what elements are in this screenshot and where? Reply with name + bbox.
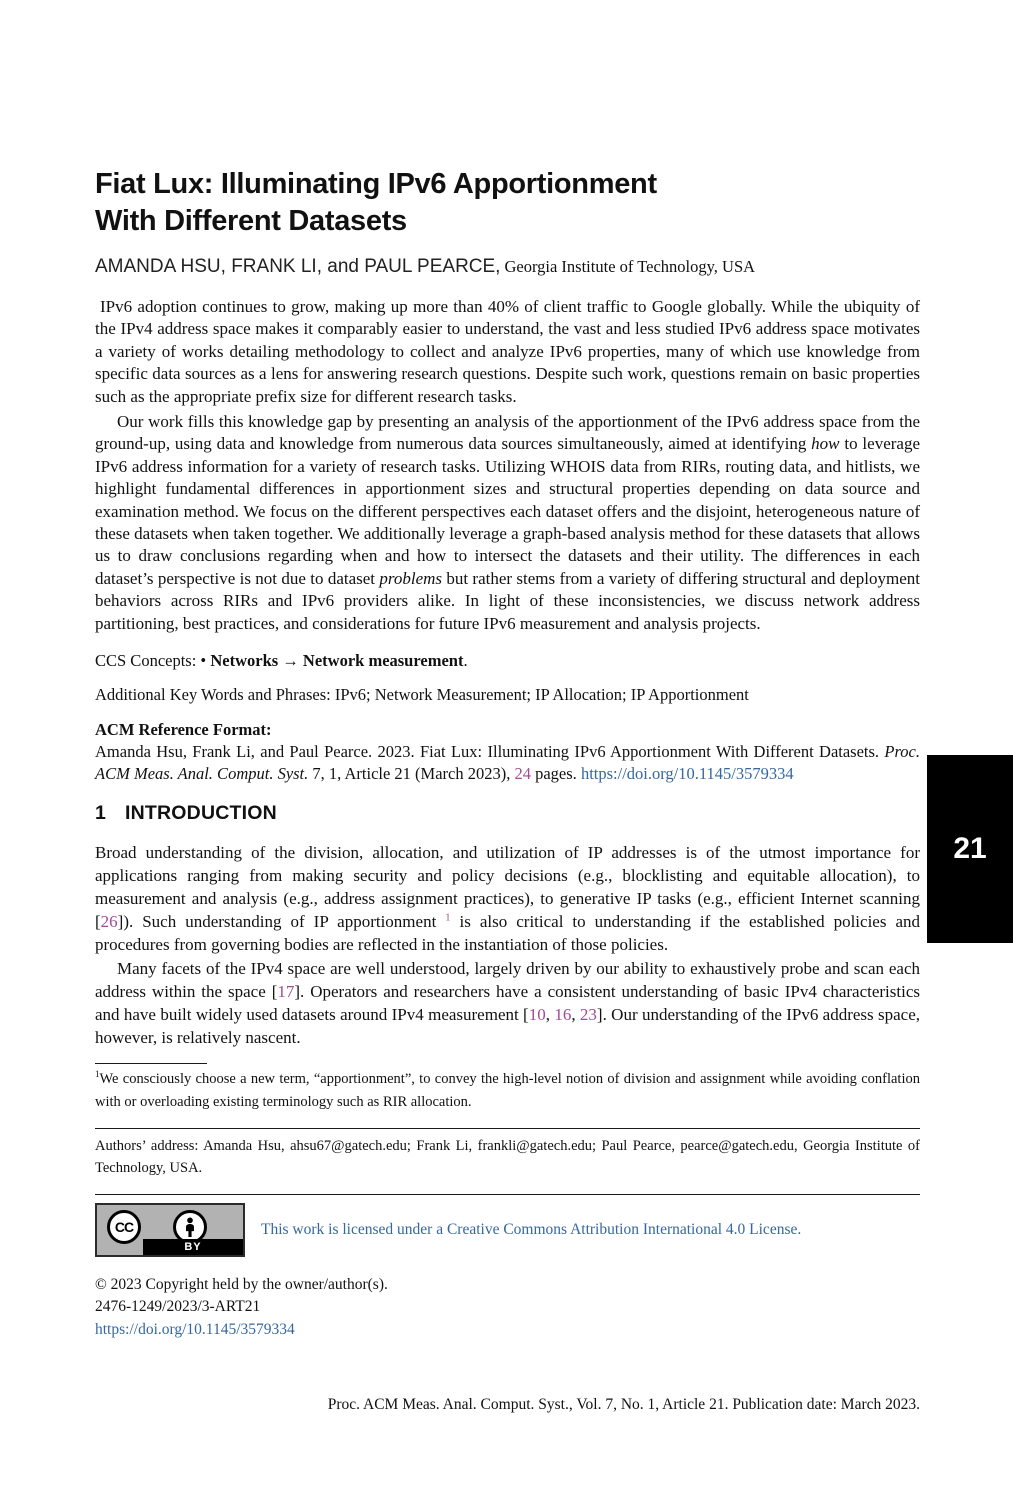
text-segment: We consciously choose a new term, “apportionment”, to convey the high-level notion of division and assignment while avoiding conflation with or overloading existing terminology such as RIR allocation.	[95, 1070, 920, 1110]
copyright-block	[95, 1274, 920, 1342]
text-segment: ,	[545, 1005, 555, 1025]
article-number-tab	[927, 755, 1013, 943]
acm-reference-body	[95, 741, 920, 786]
cc-by-label: BY	[143, 1239, 243, 1255]
text-segment: Many facets of the IPv4 space are well understood, largely driven by our ability to exhaustively probe and scan each address within the space [	[95, 958, 920, 1001]
citation-link[interactable]: 26	[100, 912, 118, 932]
author-affiliation: Georgia Institute of Technology, USA	[504, 257, 756, 276]
cc-logo-text: CC	[114, 1218, 134, 1235]
section-heading-introduction	[95, 801, 920, 825]
text-segment: Networks	[210, 651, 279, 671]
text-segment: ]). Such understanding of IP apportionment	[117, 912, 446, 932]
ccs-concepts	[95, 650, 920, 672]
copyright-line: © 2023 Copyright held by the owner/author(s).	[95, 1275, 388, 1293]
text-segment: Broad understanding of the division, allocation, and utilization of IP addresses is of the utmost importance for applications ranging from making security and policy decisions (e.g., blocklisting and equitable allocation), to measurement and analysis (e.g., address assignment practices), to generative IP tasks (e.g., efficient Internet scanning [	[95, 842, 920, 932]
text-segment: Proc. ACM Meas. Anal. Comput. Syst.	[95, 741, 920, 784]
license-link[interactable]: This work is licensed under a Creative Commons Attribution International 4.0 License.	[261, 1220, 802, 1238]
text-segment: Network measurement	[302, 651, 464, 671]
text-segment: is also critical to understanding if the established policies and procedures from governing bodies are reflected in the instantiation of those policies.	[95, 912, 920, 955]
authors-address: Authors’ address: Amanda Hsu, ahsu67@gatech.edu; Frank Li, frankli@gatech.edu; Paul Pearce, pearce@gatech.edu, Georgia Institute of Technology, USA.	[95, 1138, 920, 1176]
text-segment: →	[278, 651, 303, 671]
text-segment: ]. Operators and researchers have a consistent understanding of basic IPv4 characteristics and have built widely used datasets around IPv4 measurement [	[95, 981, 920, 1025]
cc-logo-icon	[107, 1210, 141, 1244]
divider-rule-top	[95, 1128, 920, 1129]
text-segment: problems	[379, 568, 443, 588]
text-segment: pages.	[530, 764, 581, 784]
page-title	[95, 166, 920, 240]
text-segment: CCS Concepts: •	[95, 651, 211, 671]
text-segment: but rather stems from a variety of differing structural and deployment behaviors across RIRs and IPv6 providers alike. In light of these inconsistencies, we discuss network address partitioning, best practices, and considerations for future IPv6 measurement and analysis projects.	[95, 568, 920, 633]
text-segment: 7, 1, Article 21 (March 2023),	[308, 764, 515, 784]
section-title: INTRODUCTION	[125, 801, 277, 824]
authors-line	[95, 255, 920, 280]
text-segment: Amanda Hsu, Frank Li, and Paul Pearce. 2023. Fiat Lux: Illuminating IPv6 Apportionment With Different Datasets.	[95, 741, 885, 761]
intro-paragraph-2	[95, 957, 920, 1050]
citation-link[interactable]: 23	[579, 1005, 597, 1025]
abstract-paragraph-1: IPv6 adoption continues to grow, making up more than 40% of client traffic to Google globally. While the ubiquity of the IPv4 address space makes it comparably easier to understand, the vast and less studied IPv6 address space motivates a variety of works detailing methodology to collect and analyze IPv6 properties, many of which use knowledge from specific data sources as a lens for answering research questions. Despite such work, questions remain on basic properties such as the appropriate prefix size for different research tasks.	[95, 297, 920, 406]
acm-reference-heading: ACM Reference Format:	[95, 719, 272, 739]
cc-by-badge[interactable]	[95, 1203, 245, 1257]
issn-line: 2476-1249/2023/3-ART21	[95, 1298, 261, 1315]
doi-link[interactable]: https://doi.org/10.1145/3579334	[95, 1320, 295, 1338]
citation-link[interactable]: 16	[554, 1005, 572, 1025]
text-segment: .	[463, 651, 468, 671]
text-segment: how	[811, 434, 840, 454]
section-number: 1	[95, 801, 107, 824]
citation-link[interactable]: 1	[445, 912, 451, 924]
keywords-line: Additional Key Words and Phrases: IPv6; Network Measurement; IP Allocation; IP Apportionment	[95, 684, 749, 704]
text-segment: to leverage IPv6 address information for a variety of research tasks. Utilizing WHOIS data from RIRs, routing data, and hitlists, we highlight fundamental differences in apportionment sizes and structural properties depending on data source and examination method. We focus on the different perspectives each dataset offers and the disjoint, heterogeneous nature of these datasets when taken together. We additionally leverage a graph-based analysis method for these datasets that allows us to draw conclusions regarding when and how to intersect the datasets and their utility. The differences in each dataset’s perspective is not due to dataset	[95, 434, 920, 588]
author-names: AMANDA HSU, FRANK LI, and PAUL PEARCE,	[95, 256, 501, 277]
title-line-1: Fiat Lux: Illuminating IPv6 Apportionment	[95, 168, 657, 200]
title-line-2: With Different Datasets	[95, 205, 407, 237]
text-segment: ,	[571, 1005, 580, 1025]
license-row	[95, 1203, 920, 1257]
footnote-text	[95, 1068, 920, 1114]
divider-rule-bottom	[95, 1194, 920, 1195]
citation-link[interactable]: 17	[277, 981, 295, 1001]
citation-link[interactable]: 24	[514, 764, 531, 784]
paper-content	[95, 0, 920, 1341]
text-segment: Our work fills this knowledge gap by presenting an analysis of the apportionment of the IPv6 address space from the ground-up, using data and knowledge from numerous data sources simultaneously, aimed at identifying	[95, 412, 920, 454]
intro-paragraph-1	[95, 841, 920, 957]
abstract-paragraph-2	[95, 411, 920, 635]
footnote-separator-rule	[95, 1063, 207, 1064]
article-number: 21	[953, 832, 987, 865]
url-link[interactable]: https://doi.org/10.1145/3579334	[580, 764, 794, 784]
text-segment: ]. Our understanding of the IPv6 address space, however, is relatively nascent.	[95, 1005, 920, 1048]
text-segment: 1	[95, 1068, 100, 1079]
page-footer: Proc. ACM Meas. Anal. Comput. Syst., Vol. 7, No. 1, Article 21. Publication date: March 2023.	[327, 1396, 920, 1413]
citation-link[interactable]: 10	[528, 1005, 546, 1025]
